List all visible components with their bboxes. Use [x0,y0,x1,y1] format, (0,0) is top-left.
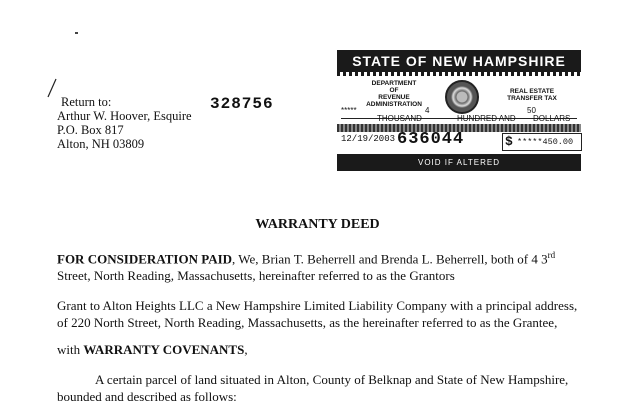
covenants-line [57,341,632,358]
stamp-header: STATE OF NEW HAMPSHIRE [337,50,581,72]
stamp-serial-number: 636044 [397,130,465,149]
state-seal-icon [445,80,479,114]
consideration-paragraph [57,247,632,284]
grant-paragraph [57,297,632,331]
stamp-prefix: ***** [341,106,357,115]
stamp-dept-line: ADMINISTRATION [366,101,422,108]
grant-line-2: of 220 North Street, North Reading, Massachusetts, as the hereinafter referred to as the Grantee, [57,315,558,330]
deed-title: WARRANTY DEED [255,217,380,232]
document-number: 328756 [210,95,274,113]
stamp-cents-value: 50 [527,106,536,115]
consideration-line-2: Street, North Reading, Massachusetts, hereinafter referred to as the Grantors [57,268,455,284]
return-name: Arthur W. Hoover, Esquire [57,109,192,123]
stamp-tax-label [487,88,577,102]
check-mark-icon [44,77,58,99]
stamp-dollar-sign: $ [505,134,513,149]
stamp-dept-line: REVENUE [378,94,410,101]
grant-line-1: Grant to Alton Heights LLC a New Hampshire Limited Liability Company with a principal address, [57,298,578,313]
stamp-amount-box [502,133,582,151]
return-po-box: P.O. Box 817 [57,123,124,137]
stamp-amount: *****450.00 [517,137,574,147]
stamp-dept-line: DEPARTMENT [371,80,417,87]
covenants-post: , [244,342,248,357]
stamp-hundred-label: HUNDRED AND [457,114,516,123]
stamp-tax-line: REAL ESTATE [509,88,555,95]
consideration-text: , We, Brian T. Beherrell and Brenda L. Beherrell, both of 4 3 [232,251,548,267]
stamp-footer: VOID IF ALTERED [337,154,581,171]
transfer-tax-stamp [337,50,581,171]
stamp-dollars-label: DOLLARS [533,114,571,123]
parcel-line-1: A certain parcel of land situated in Alton, County of Belknap and State of New Hampshire, [95,372,569,387]
parcel-line-2: bounded and described as follows: [57,389,237,404]
stamp-thousand-value: 4 [425,106,430,115]
stamp-thousand-label: THOUSAND [377,114,422,123]
consideration-lead: FOR CONSIDERATION PAID [57,251,233,267]
covenants-bold: WARRANTY COVENANTS [83,342,245,357]
stamp-dept [359,80,429,108]
stray-dot [75,32,78,34]
parcel-paragraph [57,371,632,405]
stamp-tax-line: TRANSFER TAX [507,95,557,102]
stamp-border [337,72,581,76]
stamp-date: 12/19/2003 [341,134,396,144]
stamp-dept-line: OF [389,87,399,94]
consideration-sup: rd [547,250,556,260]
return-city: Alton, NH 03809 [57,137,145,151]
covenants-pre: with [57,342,84,357]
return-to-label: Return to: [61,95,112,109]
